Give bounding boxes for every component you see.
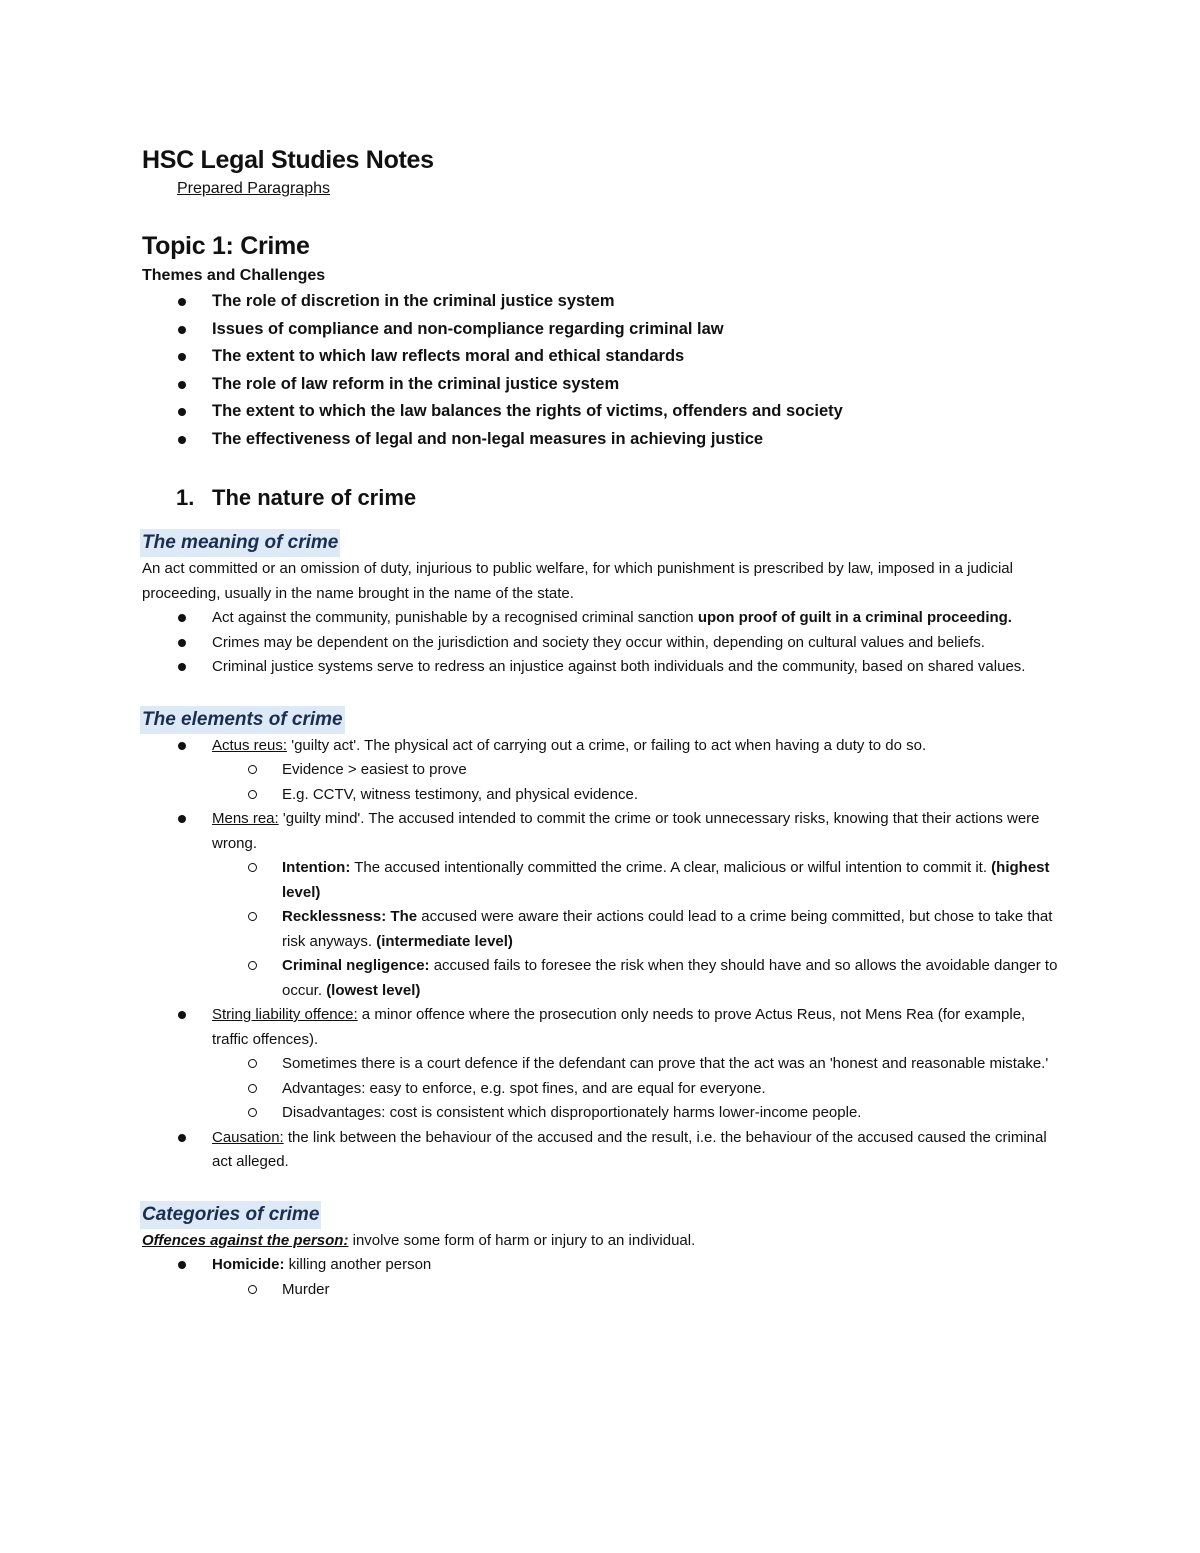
list-item: Actus reus: 'guilty act'. The physical act of carrying out a crime, or failing to act when having a duty to do so. [142, 734, 1062, 759]
categories-list [142, 1253, 1062, 1278]
meaning-of-crime-block [142, 529, 1062, 680]
term-label: Causation: [212, 1128, 284, 1146]
sub-item: Murder [142, 1278, 1062, 1303]
sub-item: Criminal negligence: accused fails to foresee the risk when they should have and so allows the avoidable danger to occur. (lowest level) [142, 954, 1062, 1003]
list-item: Homicide: killing another person [142, 1253, 1062, 1278]
sub-item: E.g. CCTV, witness testimony, and physical evidence. [142, 783, 1062, 808]
meaning-list [142, 606, 1062, 680]
list-item: Criminal justice systems serve to redress an injustice against both individuals and the community, based on shared values. [142, 655, 1062, 680]
sub-item: Evidence > easiest to prove [142, 758, 1062, 783]
sub-item: Recklessness: The accused were aware their actions could lead to a crime being committed, but chose to take that risk anyways. (intermediate level) [142, 905, 1062, 954]
themes-label: Themes and Challenges [142, 267, 326, 284]
elements-list [142, 807, 1062, 856]
document-title: HSC Legal Studies Notes [142, 146, 434, 174]
list-item: Act against the community, punishable by a recognised criminal sanction upon proof of guilt in a criminal proceeding. [142, 606, 1062, 631]
theme-item: The effectiveness of legal and non-legal measures in achieving justice [142, 426, 1062, 454]
category-intro: Offences against the person: involve some form of harm or injury to an individual. [142, 1231, 696, 1249]
sub-list [142, 758, 1062, 807]
categories-heading: Categories of crime [140, 1201, 321, 1229]
themes-list [142, 288, 1062, 453]
document-content [142, 142, 1062, 1302]
sub-item: Intention: The accused intentionally committed the crime. A clear, malicious or wilful intention to commit it. (highest level) [142, 856, 1062, 905]
theme-item: The role of discretion in the criminal justice system [142, 288, 1062, 316]
categories-of-crime-block [142, 1201, 1062, 1303]
theme-item: The role of law reform in the criminal justice system [142, 371, 1062, 399]
sub-item: Advantages: easy to enforce, e.g. spot fines, and are equal for everyone. [142, 1077, 1062, 1102]
elements-list [142, 1003, 1062, 1052]
list-item: String liability offence: a minor offence where the prosecution only needs to prove Actus Reus, not Mens Rea (for example, traffic offences). [142, 1003, 1062, 1052]
term-label: Mens rea: [212, 810, 279, 827]
topic-heading: Topic 1: Crime [142, 232, 310, 260]
elements-list [142, 734, 1062, 759]
section-number: 1. [176, 485, 195, 510]
sub-item: Disadvantages: cost is consistent which disproportionately harms lower-income people. [142, 1101, 1062, 1126]
elements-heading: The elements of crime [140, 706, 345, 734]
sub-list [142, 856, 1062, 1003]
elements-list [142, 1126, 1062, 1175]
term-label: String liability offence: [212, 1006, 358, 1023]
section-title: The nature of crime [212, 485, 417, 510]
meaning-definition: An act committed or an omission of duty, injurious to public welfare, for which punishment is prescribed by law, imposed in a judicial proceeding, usually in the name brought in the name of the state. [142, 560, 1013, 602]
list-item: Mens rea: 'guilty mind'. The accused intended to commit the crime or took unnecessary risks, knowing that their actions were wrong. [142, 807, 1062, 856]
elements-of-crime-block [142, 706, 1062, 1175]
term-label: Actus reus: [212, 736, 288, 754]
theme-item: Issues of compliance and non-compliance regarding criminal law [142, 316, 1062, 344]
sub-list [142, 1278, 1062, 1303]
document-subtitle: Prepared Paragraphs [177, 180, 330, 197]
sub-list [142, 1052, 1062, 1126]
meaning-heading: The meaning of crime [140, 529, 340, 557]
section-heading [142, 483, 1062, 513]
list-item: Crimes may be dependent on the jurisdiction and society they occur within, depending on cultural values and beliefs. [142, 631, 1062, 656]
sub-item: Sometimes there is a court defence if the defendant can prove that the act was an 'honest and reasonable mistake.' [142, 1052, 1062, 1077]
theme-item: The extent to which law reflects moral and ethical standards [142, 343, 1062, 371]
list-item: Causation: the link between the behaviour of the accused and the result, i.e. the behaviour of the accused caused the criminal act alleged. [142, 1126, 1062, 1175]
theme-item: The extent to which the law balances the rights of victims, offenders and society [142, 398, 1062, 426]
